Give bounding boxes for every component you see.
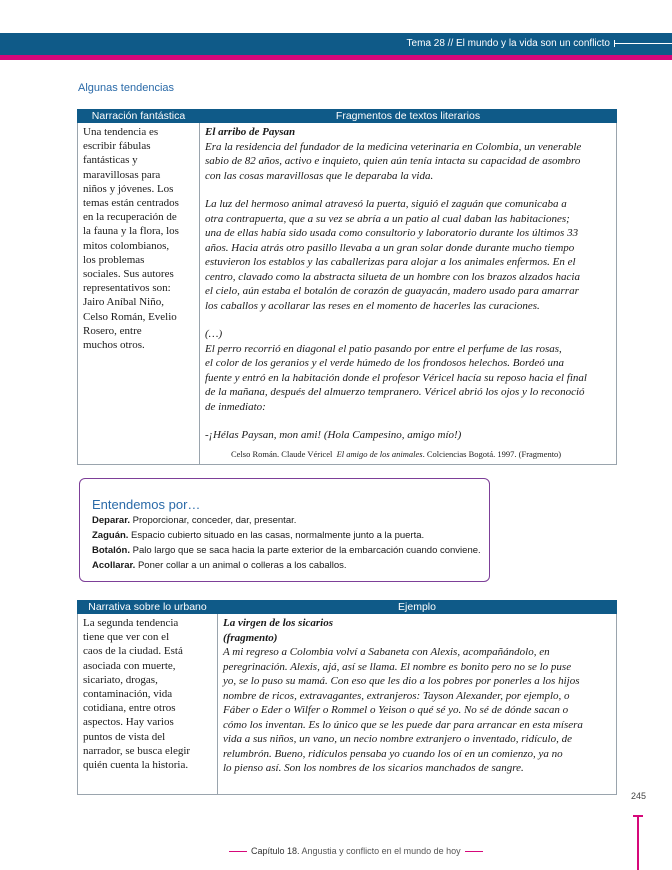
paragraph-line: peregrinación. Alexis, ajá, así se llama. El nombre es bonito pero no se lo puse — [223, 660, 572, 673]
table1-right-cell — [200, 123, 617, 465]
paragraph-line: centro, clavado como la abstracta silueta de un hombre con los brazos alzados hacia — [205, 270, 580, 283]
table1-left-line: temas están centrados — [83, 197, 179, 210]
footer-line-left — [229, 851, 247, 852]
table1-left-line: maravillosas para — [83, 168, 161, 181]
paragraph-line: La luz del hermoso animal atravesó la puerta, siguió el zaguán que comunicaba a — [205, 198, 567, 210]
quote-line: -¡Hélas Paysan, mon ami! (Hola Campesino, amigo mío!) — [205, 429, 462, 441]
table2-left-line: tiene que ver con el — [83, 631, 170, 644]
paragraph-line: El perro recorrió en diagonal el patio pasando por entre el perfume de las rosas, — [205, 342, 562, 355]
paragraph-line: fuente y entró en la habitación donde el profesor Véricel hacía su reposo hacia el final — [205, 371, 587, 384]
table1-left-line: la fauna y la flora, los — [83, 225, 179, 238]
paragraph-line: Era la residencia del fundador de la medicina veterinaria en Colombia, un venerable — [205, 140, 582, 153]
table2-left-cell — [78, 614, 218, 795]
table2-left-line: La segunda tendencia — [83, 617, 179, 629]
table1-left-cell — [78, 123, 200, 465]
fragment-title: El arribo de Paysan — [205, 126, 296, 138]
table2-header-right: Ejemplo — [218, 601, 617, 614]
paragraph-line: relumbrón. Bueno, ridículos pensaba yo cuando los oí en un comienzo, ya no — [223, 747, 563, 760]
definition-item — [92, 515, 296, 526]
paragraph-line: vida a sus niños, un vano, un necio nombre extranjero o inventado, ridículo, de — [223, 733, 572, 745]
paragraph-line: cómo los inventan. Es lo único que se les puede dar para arrancar en esta mísera — [223, 718, 583, 731]
definitions-title: Entendemos por… — [92, 497, 201, 512]
paragraph-line: de inmediato: — [205, 400, 266, 413]
citation-rest: . Colciencias Bogotá. 1997. (Fragmento) — [422, 448, 562, 459]
citation — [205, 449, 612, 460]
table2-left-line: cotidiana, entre otros — [83, 702, 176, 715]
side-marker-line — [637, 816, 639, 870]
paragraph-line: lo pienso así. Son los nombres de los sicarios manchados de sangre. — [223, 762, 524, 774]
paragraph-line: el color de los geranios y el verde húmedo de los frondosos helechos. Bordeó una — [205, 357, 564, 369]
paragraph-line: A mi regreso a Colombia volví a Sabaneta con Alexis, acompañándolo, en — [223, 646, 550, 658]
table1-header-right: Fragmentos de textos literarios — [200, 110, 617, 123]
definition-text: Proporcionar, conceder, dar, presentar. — [130, 515, 297, 526]
paragraph-line: yo, se lo puso su mamá. Con eso que les dio a los pobres por ponerles a los hijos — [223, 675, 580, 687]
table-urban-narrative — [77, 600, 617, 795]
definition-item — [92, 530, 424, 541]
table2-left-line: narrador, se busca elegir — [83, 744, 191, 757]
table-fantastic-narrative — [77, 109, 617, 465]
table2-left-line: quién cuenta la historia. — [83, 759, 189, 772]
footer — [225, 846, 487, 856]
table1-left-line: Jairo Aníbal Niño, — [83, 296, 164, 309]
citation-authors: Celso Román. Claude Véricel — [231, 448, 333, 459]
table2-left-line: aspectos. Hay varios — [83, 716, 174, 729]
accent-bar — [0, 55, 672, 60]
paragraph-line: de la mañana, después del almuerzo tempranero. Véricel abrió los ojos y lo reconoció — [205, 386, 585, 398]
definition-item — [92, 545, 481, 556]
fragment-subtitle: (fragmento) — [223, 631, 278, 644]
table1-left-line: muchos otros. — [83, 339, 145, 352]
table2-right-cell — [218, 614, 617, 795]
definition-term: Acollarar. — [92, 560, 136, 571]
header-title: Tema 28 // El mundo y la vida son un conflicto — [406, 38, 610, 49]
paragraph-line: nombre de ricos, extravagantes, extranjeros: Tayson Alexander, por ejemplo, o — [223, 689, 570, 702]
table1-left-line: escribir fábulas — [83, 140, 151, 153]
paragraph-line: sabio de 82 años, activo e inquieto, quien aún tenía intacta su capacidad de asombro — [205, 155, 581, 167]
footer-title: Angustia y conflicto en el mundo de hoy — [299, 846, 461, 856]
paragraph-line: estuvieron los establos y las caballerizas para alojar a los animales enfermos. En el — [205, 256, 576, 268]
table1-left-line: niños y jóvenes. Los — [83, 182, 174, 195]
definition-text: Espacio cubierto situado en las casas, normalmente junto a la puerta. — [128, 530, 425, 541]
table1-left-line: los problemas — [83, 253, 145, 266]
definition-item — [92, 560, 347, 571]
table1-header-left: Narración fantástica — [78, 110, 200, 123]
table1-left-line: mitos colombianos, — [83, 239, 170, 252]
paragraph-line: Fáber o Eder o Wilfer o Rommel o Yeison o qué sé yo. No sé de dónde sacan o — [223, 704, 569, 716]
footer-chapter: Capítulo 18. — [251, 846, 300, 856]
table2-left-line: sicariato, drogas, — [83, 673, 158, 686]
table1-left-line: Una tendencia es — [83, 126, 159, 138]
section-title: Algunas tendencias — [78, 82, 175, 94]
page-number: 245 — [631, 791, 647, 801]
header-line — [615, 43, 672, 44]
citation-book: El amigo de los animales — [336, 448, 423, 459]
table2-header-left: Narrativa sobre lo urbano — [78, 601, 218, 614]
fragment-title: La virgen de los sicarios — [223, 617, 333, 629]
table2-left-line: asociada con muerte, — [83, 659, 176, 672]
footer-line-right — [465, 851, 483, 852]
table1-left-line: Celso Román, Evelio — [83, 310, 177, 323]
definition-term: Deparar. — [92, 515, 131, 526]
table2-left-line: caos de la ciudad. Está — [83, 645, 183, 658]
paragraph-line: años. Hacia atrás otro pasillo llevaba a un gran solar donde durante mucho tiempo — [205, 241, 575, 254]
table1-left-line: sociales. Sus autores — [83, 268, 174, 281]
table1-left-line: en la recuperación de — [83, 211, 177, 224]
paragraph-line: con las cosas maravillosas que le deparaba la vida. — [205, 169, 434, 182]
table1-left-line: representativos son: — [83, 282, 171, 295]
definition-term: Zaguán. — [92, 530, 129, 541]
table1-left-line: Rosero, entre — [83, 324, 142, 337]
definition-text: Poner collar a un animal o colleras a los caballos. — [135, 560, 347, 571]
definition-text: Palo largo que se saca hacia la parte exterior de la embarcación cuando conviene. — [130, 545, 481, 556]
definition-term: Botalón. — [92, 545, 130, 556]
paragraph-line: el cielo, aún estaba el botalón de corazón de guayacán, madero usado para amarrar — [205, 285, 579, 297]
paragraph-line: los caballos y acollarar las reses en el momento de hacerles las curaciones. — [205, 299, 540, 312]
table2-left-line: puntos de vista del — [83, 730, 166, 743]
paragraph-line: una de ellas había sido usada como consultorio y laboratorio durante los últimos 33 — [205, 227, 579, 239]
ellipsis: (…) — [205, 328, 223, 340]
table1-left-line: fantásticas y — [83, 154, 138, 167]
paragraph-line: otra contrapuerta, que a su vez se abría a un patio al cual daban las habitaciones; — [205, 212, 570, 225]
table2-left-line: contaminación, vida — [83, 688, 173, 701]
